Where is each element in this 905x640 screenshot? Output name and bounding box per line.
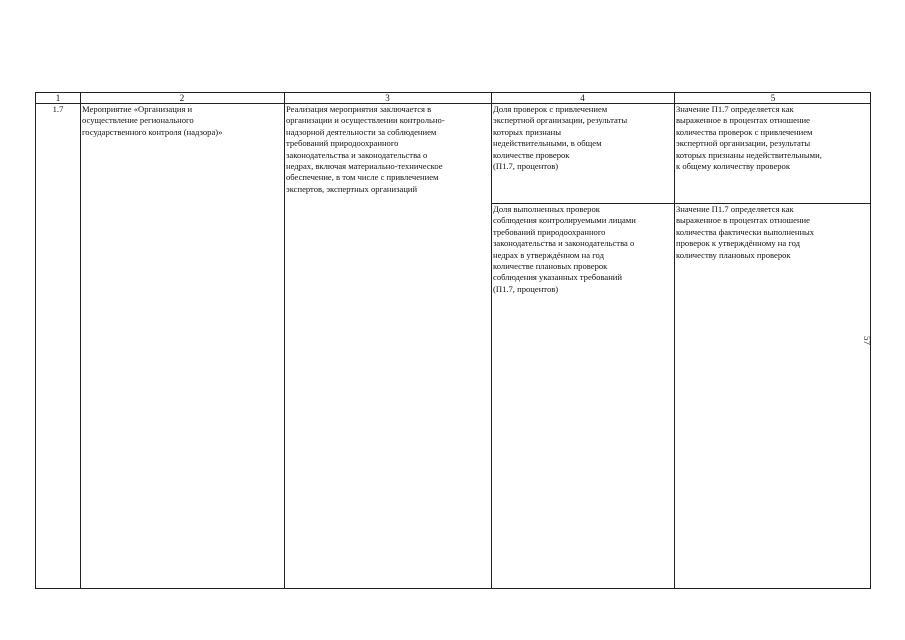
data-table (35, 92, 871, 589)
row-number: 1.7 (52, 104, 64, 114)
column-divider (674, 93, 675, 588)
header-col-3: 3 (385, 93, 390, 103)
header-col-1: 1 (55, 93, 61, 103)
header-col-4: 4 (580, 93, 585, 103)
event-name: Мероприятие «Организация и осуществление регионального государственного контроля (надзора)» (82, 104, 223, 137)
column-divider (491, 93, 492, 588)
indicator-description: Значение П1.7 определяется как выраженное в процентах отношение количества проверок с привлечением экспертной организации, результаты которых признаны недействительными, к общему количеству проверок (676, 104, 822, 172)
implementation-description: Реализация мероприятия заключается в организации и осуществлении контрольно- надзорной деятельности за соблюдением требований природоохранного законодательства и законодательства о недрах, включая материально-техническое обеспечение, в том числе с привлечением экспертов, экспертных организаций (286, 104, 445, 194)
header-col-2: 2 (179, 93, 185, 103)
indicator-description: Значение П1.7 определяется как выраженное в процентах отношение количества фактически выполненных проверок к утверждённому на год количеству плановых проверок (676, 204, 815, 260)
indicator-name: Доля выполненных проверок соблюдения контролируемыми лицами требований природоохранного законодательства и законодательства о недрах в утверждённом на год количестве плановых проверок соблюдения указанных требований (П1.7, процентов) (493, 204, 636, 294)
column-divider (80, 93, 81, 588)
page-number: 57 (862, 336, 872, 345)
header-col-5: 5 (770, 93, 776, 103)
column-divider (284, 93, 285, 588)
indicator-name: Доля проверок с привлечением экспертной организации, результаты которых признаны недействительными, в общем количестве проверок (П1.7, процентов) (493, 104, 628, 172)
